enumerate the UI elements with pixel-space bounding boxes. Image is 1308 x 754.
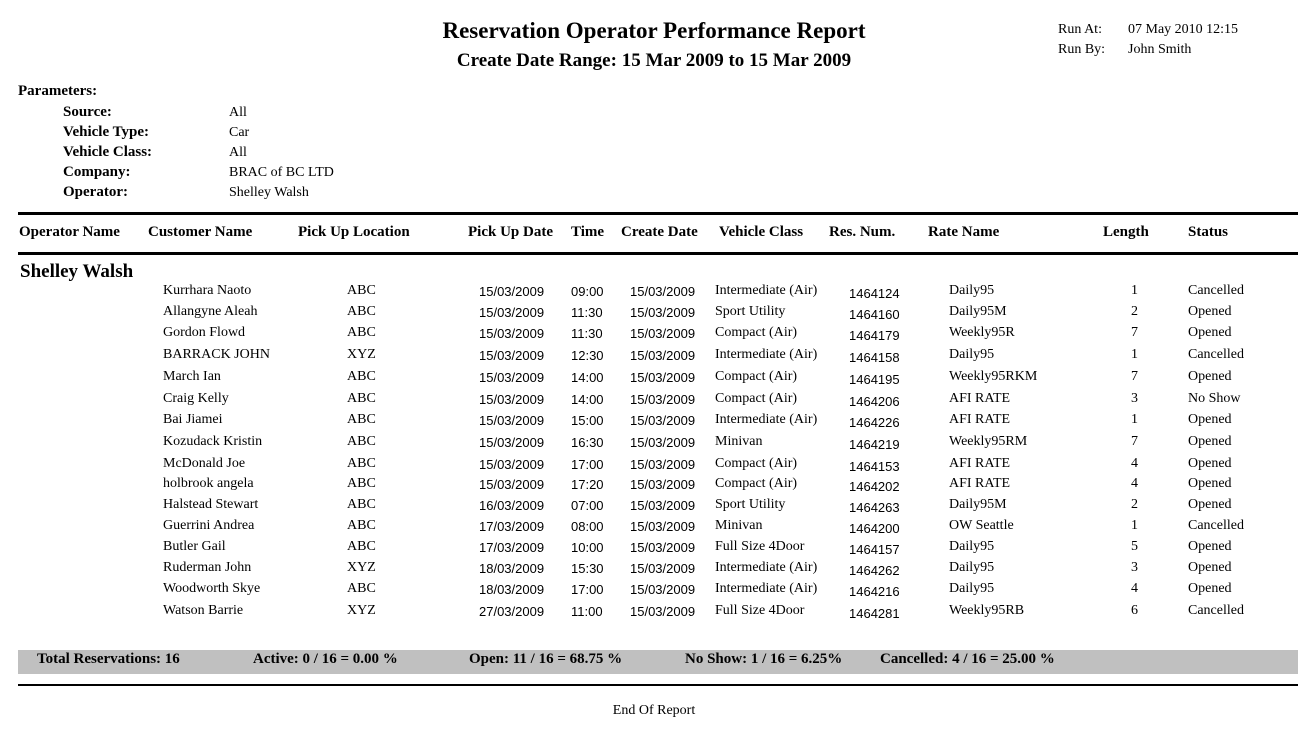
cell-pickup-date: 27/03/2009 — [479, 604, 545, 619]
cell-create-date: 15/03/2009 — [630, 477, 696, 492]
cell-res-num: 1464200 — [849, 521, 900, 536]
cell-customer-name: March Ian — [163, 369, 221, 384]
cell-rate-name: Daily95 — [949, 283, 995, 298]
cell-create-date: 15/03/2009 — [630, 561, 696, 576]
cell-customer-name: McDonald Joe — [163, 456, 246, 471]
cell-rate-name: Daily95 — [949, 581, 995, 596]
cell-customer-name: Allangyne Aleah — [163, 304, 258, 319]
cell-length: 4 — [1131, 456, 1138, 471]
cell-time: 17:20 — [571, 477, 604, 492]
cell-customer-name: Kozudack Kristin — [163, 434, 263, 449]
cell-res-num: 1464160 — [849, 307, 900, 322]
cell-create-date: 15/03/2009 — [630, 305, 696, 320]
summary-active: Active: 0 / 16 = 0.00 % — [253, 651, 398, 667]
cell-length: 4 — [1131, 476, 1138, 491]
cell-rate-name: Weekly95RKM — [949, 369, 1038, 384]
cell-time: 12:30 — [571, 348, 604, 363]
cell-status: Opened — [1188, 434, 1232, 449]
cell-length: 2 — [1131, 304, 1138, 319]
cell-vehicle-class: Intermediate (Air) — [715, 412, 818, 427]
cell-rate-name: Daily95M — [949, 497, 1007, 512]
cell-pickup-date: 15/03/2009 — [479, 284, 545, 299]
cell-res-num: 1464216 — [849, 584, 900, 599]
cell-create-date: 15/03/2009 — [630, 498, 696, 513]
col-customer-name: Customer Name — [148, 224, 253, 240]
cell-status: No Show — [1188, 391, 1241, 406]
cell-create-date: 15/03/2009 — [630, 348, 696, 363]
col-status: Status — [1188, 224, 1229, 240]
param-value: Shelley Walsh — [229, 185, 309, 200]
parameters-heading: Parameters: — [18, 83, 98, 99]
cell-pickup-location: XYZ — [347, 603, 376, 618]
cell-status: Opened — [1188, 412, 1232, 427]
cell-status: Opened — [1188, 325, 1232, 340]
cell-status: Cancelled — [1188, 283, 1244, 298]
report-subtitle: Create Date Range: 15 Mar 2009 to 15 Mar 2009 — [456, 50, 852, 71]
param-value: BRAC of BC LTD — [229, 165, 334, 180]
cell-vehicle-class: Compact (Air) — [715, 369, 798, 384]
cell-pickup-date: 15/03/2009 — [479, 413, 545, 428]
cell-length: 3 — [1131, 391, 1138, 406]
cell-status: Opened — [1188, 304, 1232, 319]
cell-customer-name: BARRACK JOHN — [163, 347, 270, 362]
cell-customer-name: Woodworth Skye — [163, 581, 261, 596]
cell-length: 1 — [1131, 283, 1138, 298]
cell-length: 4 — [1131, 581, 1138, 596]
param-label: Vehicle Type: — [63, 124, 149, 140]
cell-rate-name: Daily95 — [949, 539, 995, 554]
cell-res-num: 1464219 — [849, 437, 900, 452]
cell-vehicle-class: Intermediate (Air) — [715, 283, 818, 298]
cell-pickup-location: ABC — [347, 391, 376, 406]
cell-pickup-date: 18/03/2009 — [479, 582, 545, 597]
header-bottom-rule — [18, 252, 1298, 255]
cell-rate-name: AFI RATE — [949, 476, 1011, 491]
cell-pickup-location: ABC — [347, 476, 376, 491]
cell-time: 11:30 — [571, 326, 603, 341]
summary-cancelled: Cancelled: 4 / 16 = 25.00 % — [880, 651, 1055, 667]
cell-vehicle-class: Minivan — [715, 518, 763, 533]
cell-customer-name: Guerrini Andrea — [163, 518, 255, 533]
cell-create-date: 15/03/2009 — [630, 284, 696, 299]
cell-status: Opened — [1188, 581, 1232, 596]
cell-status: Opened — [1188, 497, 1232, 512]
cell-res-num: 1464179 — [849, 328, 900, 343]
cell-time: 11:30 — [571, 305, 603, 320]
cell-create-date: 15/03/2009 — [630, 370, 696, 385]
cell-pickup-date: 15/03/2009 — [479, 457, 545, 472]
end-of-report: End Of Report — [612, 703, 696, 718]
cell-res-num: 1464153 — [849, 459, 900, 474]
summary-open: Open: 11 / 16 = 68.75 % — [469, 651, 623, 667]
cell-length: 7 — [1131, 434, 1138, 449]
cell-time: 16:30 — [571, 435, 604, 450]
cell-pickup-date: 16/03/2009 — [479, 498, 545, 513]
cell-time: 17:00 — [571, 582, 604, 597]
cell-length: 1 — [1131, 347, 1138, 362]
cell-length: 3 — [1131, 560, 1138, 575]
cell-time: 14:00 — [571, 392, 604, 407]
cell-pickup-location: ABC — [347, 325, 376, 340]
cell-rate-name: AFI RATE — [949, 412, 1011, 427]
param-label: Source: — [63, 104, 112, 120]
cell-time: 09:00 — [571, 284, 604, 299]
run-by-label: Run By: — [1058, 42, 1106, 57]
cell-rate-name: AFI RATE — [949, 391, 1011, 406]
cell-status: Cancelled — [1188, 518, 1244, 533]
cell-customer-name: Ruderman John — [163, 560, 252, 575]
cell-vehicle-class: Compact (Air) — [715, 456, 798, 471]
cell-customer-name: Kurrhara Naoto — [163, 283, 252, 298]
col-length: Length — [1103, 224, 1149, 240]
cell-time: 17:00 — [571, 457, 604, 472]
cell-pickup-location: ABC — [347, 304, 376, 319]
footer-rule — [18, 684, 1298, 686]
run-at-value: 07 May 2010 12:15 — [1128, 22, 1239, 37]
cell-length: 2 — [1131, 497, 1138, 512]
cell-create-date: 15/03/2009 — [630, 457, 696, 472]
cell-length: 1 — [1131, 518, 1138, 533]
cell-res-num: 1464158 — [849, 350, 900, 365]
cell-vehicle-class: Intermediate (Air) — [715, 347, 818, 362]
cell-pickup-date: 15/03/2009 — [479, 435, 545, 450]
cell-vehicle-class: Compact (Air) — [715, 325, 798, 340]
cell-length: 7 — [1131, 369, 1138, 384]
cell-pickup-location: ABC — [347, 283, 376, 298]
cell-customer-name: Gordon Flowd — [163, 325, 246, 340]
cell-customer-name: Butler Gail — [163, 539, 226, 554]
cell-res-num: 1464263 — [849, 500, 900, 515]
cell-length: 6 — [1131, 603, 1138, 618]
cell-create-date: 15/03/2009 — [630, 392, 696, 407]
cell-length: 1 — [1131, 412, 1138, 427]
param-label: Operator: — [63, 184, 128, 200]
cell-res-num: 1464281 — [849, 606, 900, 621]
cell-pickup-location: ABC — [347, 456, 376, 471]
col-create-date: Create Date — [621, 224, 698, 240]
cell-rate-name: Weekly95RB — [949, 603, 1025, 618]
cell-create-date: 15/03/2009 — [630, 540, 696, 555]
cell-length: 5 — [1131, 539, 1138, 554]
cell-customer-name: Halstead Stewart — [163, 497, 259, 512]
cell-rate-name: Weekly95R — [949, 325, 1015, 340]
cell-vehicle-class: Sport Utility — [715, 497, 786, 512]
cell-vehicle-class: Compact (Air) — [715, 391, 798, 406]
cell-pickup-date: 15/03/2009 — [479, 305, 545, 320]
cell-status: Opened — [1188, 560, 1232, 575]
cell-status: Cancelled — [1188, 347, 1244, 362]
cell-res-num: 1464124 — [849, 286, 900, 301]
cell-pickup-location: ABC — [347, 369, 376, 384]
cell-rate-name: OW Seattle — [949, 518, 1014, 533]
cell-res-num: 1464226 — [849, 415, 900, 430]
cell-pickup-location: ABC — [347, 434, 376, 449]
cell-vehicle-class: Compact (Air) — [715, 476, 798, 491]
cell-pickup-date: 15/03/2009 — [479, 392, 545, 407]
cell-status: Opened — [1188, 476, 1232, 491]
cell-pickup-location: ABC — [347, 539, 376, 554]
cell-vehicle-class: Minivan — [715, 434, 763, 449]
cell-res-num: 1464195 — [849, 372, 900, 387]
cell-customer-name: holbrook angela — [163, 476, 254, 491]
run-by-value: John Smith — [1128, 42, 1192, 57]
cell-time: 11:00 — [571, 604, 603, 619]
cell-pickup-date: 18/03/2009 — [479, 561, 545, 576]
cell-customer-name: Watson Barrie — [163, 603, 244, 618]
cell-pickup-date: 17/03/2009 — [479, 519, 545, 534]
param-value: All — [229, 105, 247, 120]
param-label: Vehicle Class: — [63, 144, 153, 160]
run-at-label: Run At: — [1058, 22, 1102, 37]
cell-length: 7 — [1131, 325, 1138, 340]
cell-pickup-location: XYZ — [347, 560, 376, 575]
cell-time: 15:00 — [571, 413, 604, 428]
col-res-num: Res. Num. — [829, 224, 896, 240]
cell-create-date: 15/03/2009 — [630, 326, 696, 341]
cell-pickup-date: 15/03/2009 — [479, 370, 545, 385]
col-pickup-date: Pick Up Date — [468, 224, 553, 240]
cell-rate-name: Daily95 — [949, 347, 995, 362]
param-label: Company: — [63, 164, 131, 180]
report-title: Reservation Operator Performance Report — [442, 18, 866, 43]
cell-create-date: 15/03/2009 — [630, 604, 696, 619]
cell-create-date: 15/03/2009 — [630, 435, 696, 450]
cell-pickup-location: ABC — [347, 581, 376, 596]
cell-pickup-date: 15/03/2009 — [479, 348, 545, 363]
cell-status: Cancelled — [1188, 603, 1244, 618]
cell-status: Opened — [1188, 456, 1232, 471]
cell-res-num: 1464202 — [849, 479, 900, 494]
cell-pickup-date: 15/03/2009 — [479, 477, 545, 492]
cell-vehicle-class: Sport Utility — [715, 304, 786, 319]
cell-rate-name: Daily95M — [949, 304, 1007, 319]
cell-time: 08:00 — [571, 519, 604, 534]
cell-res-num: 1464206 — [849, 394, 900, 409]
cell-vehicle-class: Intermediate (Air) — [715, 581, 818, 596]
cell-rate-name: Daily95 — [949, 560, 995, 575]
cell-create-date: 15/03/2009 — [630, 582, 696, 597]
cell-create-date: 15/03/2009 — [630, 413, 696, 428]
header-top-rule — [18, 212, 1298, 215]
cell-pickup-location: ABC — [347, 518, 376, 533]
cell-time: 15:30 — [571, 561, 604, 576]
cell-res-num: 1464157 — [849, 542, 900, 557]
cell-pickup-date: 15/03/2009 — [479, 326, 545, 341]
cell-vehicle-class: Full Size 4Door — [715, 603, 805, 618]
cell-status: Opened — [1188, 539, 1232, 554]
group-operator-name: Shelley Walsh — [20, 261, 134, 282]
param-value: All — [229, 145, 247, 160]
cell-time: 14:00 — [571, 370, 604, 385]
summary-noshow: No Show: 1 / 16 = 6.25% — [685, 651, 843, 667]
cell-pickup-date: 17/03/2009 — [479, 540, 545, 555]
summary-bar — [18, 650, 1298, 674]
cell-vehicle-class: Intermediate (Air) — [715, 560, 818, 575]
cell-res-num: 1464262 — [849, 563, 900, 578]
cell-create-date: 15/03/2009 — [630, 519, 696, 534]
cell-pickup-location: XYZ — [347, 347, 376, 362]
cell-rate-name: Weekly95RM — [949, 434, 1028, 449]
cell-customer-name: Craig Kelly — [163, 391, 229, 406]
cell-pickup-location: ABC — [347, 497, 376, 512]
col-operator-name: Operator Name — [19, 224, 120, 240]
col-vehicle-class: Vehicle Class — [719, 224, 804, 240]
col-pickup-location: Pick Up Location — [298, 224, 410, 240]
col-rate-name: Rate Name — [928, 224, 1000, 240]
cell-time: 10:00 — [571, 540, 604, 555]
summary-total: Total Reservations: 16 — [37, 651, 180, 667]
cell-vehicle-class: Full Size 4Door — [715, 539, 805, 554]
cell-rate-name: AFI RATE — [949, 456, 1011, 471]
cell-pickup-location: ABC — [347, 412, 376, 427]
cell-status: Opened — [1188, 369, 1232, 384]
col-time: Time — [571, 224, 605, 240]
param-value: Car — [229, 125, 250, 140]
cell-time: 07:00 — [571, 498, 604, 513]
cell-customer-name: Bai Jiamei — [163, 412, 223, 427]
